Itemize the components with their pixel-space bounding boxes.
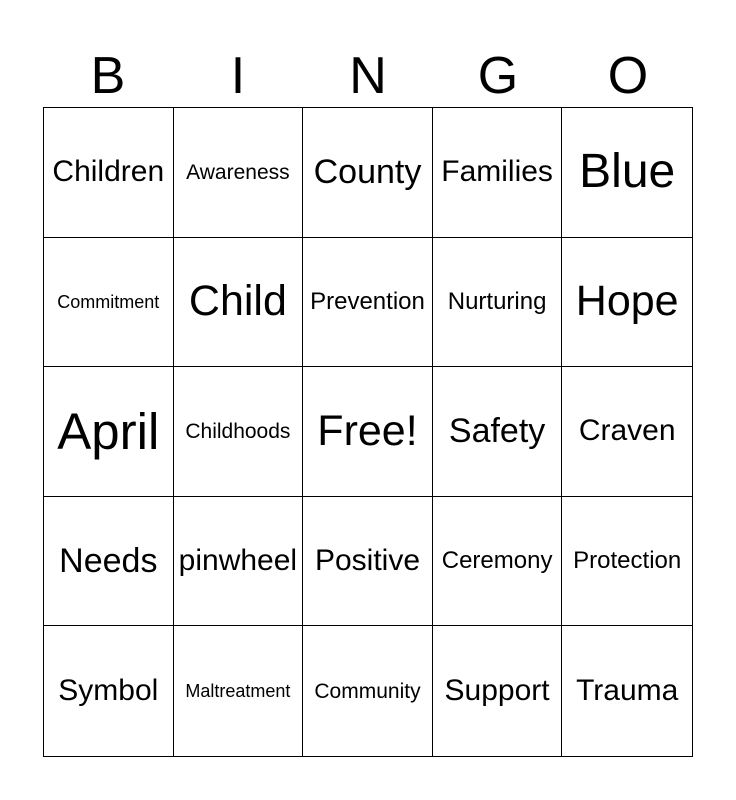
bingo-cell[interactable]: Childhoods [174,367,304,497]
bingo-cell[interactable]: pinwheel [174,497,304,627]
bingo-cell[interactable]: County [303,108,433,238]
bingo-cell[interactable]: Protection [562,497,692,627]
bingo-cell[interactable]: Child [174,238,304,368]
bingo-cell[interactable]: April [44,367,174,497]
bingo-cell[interactable]: Safety [433,367,563,497]
bingo-cell[interactable]: Support [433,626,563,756]
bingo-cell[interactable]: Blue [562,108,692,238]
bingo-cell[interactable]: Commitment [44,238,174,368]
bingo-header [43,46,693,106]
bingo-cell[interactable]: Community [303,626,433,756]
bingo-cell[interactable]: Trauma [576,674,679,708]
bingo-cell[interactable]: Maltreatment [174,626,304,756]
free-space-cell[interactable]: Free! [303,367,433,497]
header-letter-g: G [477,47,519,105]
bingo-board [43,107,693,757]
bingo-cell[interactable]: Symbol [44,626,174,756]
header-letter-b: B [90,47,126,105]
bingo-cell[interactable]: Awareness [174,108,304,238]
bingo-cell[interactable]: Needs [44,497,174,627]
header-letter-n: N [349,47,387,105]
bingo-cell[interactable]: Positive [303,497,433,627]
bingo-cell[interactable]: Children [44,108,174,238]
bingo-cell[interactable]: Craven [562,367,692,497]
bingo-cell[interactable]: Prevention [303,238,433,368]
header-letter-i: I [230,47,246,105]
bingo-cell[interactable]: Ceremony [433,497,563,627]
bingo-cell[interactable]: Hope [562,238,692,368]
bingo-cell[interactable]: Nurturing [433,238,563,368]
bingo-cell[interactable]: Families [433,108,563,238]
header-letter-o: O [607,47,649,105]
